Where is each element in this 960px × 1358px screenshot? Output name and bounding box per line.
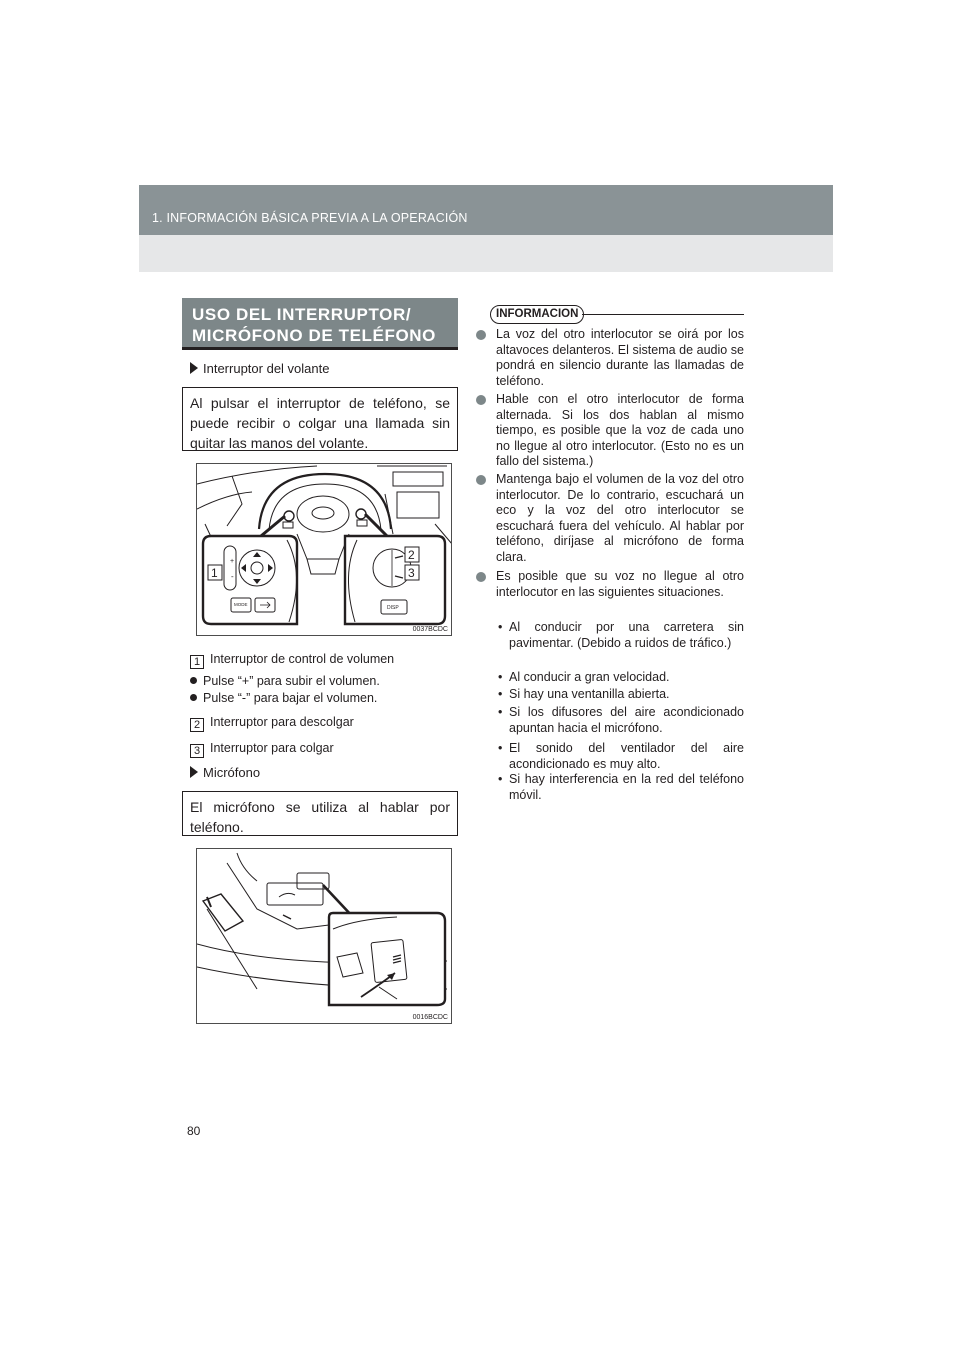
info-item [476,392,744,470]
info-item [476,472,744,565]
info-sub-item-text: Al conducir a gran velocidad. [509,670,670,684]
chapter-title: 1. INFORMACIÓN BÁSICA PREVIA A LA OPERACIÓN [152,211,468,225]
info-item-text: La voz del otro interlocutor se oirá por los altavoces delanteros. El sistema de audio se pondrá en silencio durante las llamadas de teléfono. [496,327,744,388]
subsection-heading-steering [190,361,329,377]
volume-minus-label: - [231,572,234,581]
callout-3: 3 [408,566,415,580]
info-sub-item [498,772,744,803]
info-item-text: Mantenga bajo el volumen de la voz del otro interlocutor. De lo contrario, escuchará un eco y la voz del otro interlocutor se escuchará fuera del vehículo. Al hablar por teléfono, diríjase al micrófono de forma clara. [496,472,744,564]
sub-bullet-marker: • [498,772,503,786]
figure-code-microphone: 0016BCDC [412,1014,448,1021]
bullet-volume-down [190,690,377,706]
info-item-text: Hable con el otro interlocutor de forma alternada. Si los dos hablan al mismo tiempo, es posible que la voz de cada uno no llegue al otro interlocutor. (Esto no es un fallo del sistema.) [496,392,744,468]
bullet-volume-down-text: Pulse “-” para bajar el volumen. [203,691,378,705]
bullet-icon [476,330,486,340]
bullet-icon [476,395,486,405]
bullet-volume-up-text: Pulse “+” para subir el volumen. [203,674,380,688]
info-sub-item [498,741,744,772]
microphone-figure [196,848,452,1024]
bullet-volume-up [190,673,380,689]
item-answer-switch-text: Interruptor para descolgar [210,715,354,729]
steering-wheel-figure [196,463,452,636]
item-hangup-switch [190,740,334,758]
section-title-line1: USO DEL INTERRUPTOR/ [192,305,412,324]
section-title [182,298,458,350]
triangle-icon [190,362,198,374]
subsection-heading-text: Interruptor del volante [203,361,330,376]
sub-bullet-marker: • [498,687,503,701]
mode-button-label: MODE [234,602,248,607]
volume-plus-label: + [230,558,235,565]
item-volume-switch-text: Interruptor de control de volumen [210,652,395,666]
info-sub-item-text: Si los difusores del aire acondicionado apuntan hacia el micrófono. [509,705,744,735]
info-item [476,569,744,600]
figure-code-steering: 0037BCDC [412,626,448,633]
chapter-header-bar [139,185,833,235]
page-number: 80 [187,1124,201,1138]
steering-description-text: Al pulsar el interruptor de teléfono, se puede recibir o colgar una llamada sin quitar las manos del volante. [190,395,450,451]
info-sub-item-text: Si hay interferencia en la red del teléfono móvil. [509,772,744,802]
info-item [476,327,744,389]
bullet-icon [190,677,197,684]
number-box-3: 3 [190,744,204,758]
subsection-heading-text: Micrófono [203,765,261,780]
subsection-heading-microphone [190,765,260,781]
item-answer-switch [190,714,354,732]
microphone-illustration [197,849,452,1024]
item-hangup-switch-text: Interruptor para colgar [210,741,334,755]
steering-wheel-illustration [197,464,452,636]
info-sub-item [498,705,744,736]
callout-1: 1 [211,566,218,580]
callout-2: 2 [408,548,415,562]
sub-bullet-marker: • [498,741,503,755]
sub-bullet-marker: • [498,620,503,634]
info-label: INFORMACION [490,305,584,324]
steering-description-box [182,387,458,451]
bullet-icon [476,572,486,582]
number-box-1: 1 [190,655,204,669]
item-volume-switch [190,651,394,669]
section-title-line2: MICRÓFONO DE TELÉFONO [192,326,436,345]
disp-button-label: DISP [387,605,399,611]
microphone-description-box [182,791,458,836]
microphone-description-text: El micrófono se utiliza al hablar por teléfono. [190,799,450,835]
info-sub-item [498,670,744,686]
info-sub-item [498,687,744,703]
sub-bullet-marker: • [498,705,503,719]
info-sub-item [498,620,744,651]
sub-bullet-marker: • [498,670,503,684]
info-sub-item-text: Al conducir por una carretera sin pavimentar. (Debido a ruidos de tráfico.) [509,620,744,650]
info-sub-item-text: El sonido del ventilador del aire acondicionado es muy alto. [509,741,744,771]
chapter-header [139,185,833,272]
info-divider [582,314,744,315]
triangle-icon [190,766,198,778]
bullet-icon [190,694,197,701]
number-box-2: 2 [190,718,204,732]
info-item-text: Es posible que su voz no llegue al otro interlocutor en las siguientes situaciones. [496,569,744,599]
bullet-icon [476,475,486,485]
info-sub-item-text: Si hay una ventanilla abierta. [509,687,670,701]
